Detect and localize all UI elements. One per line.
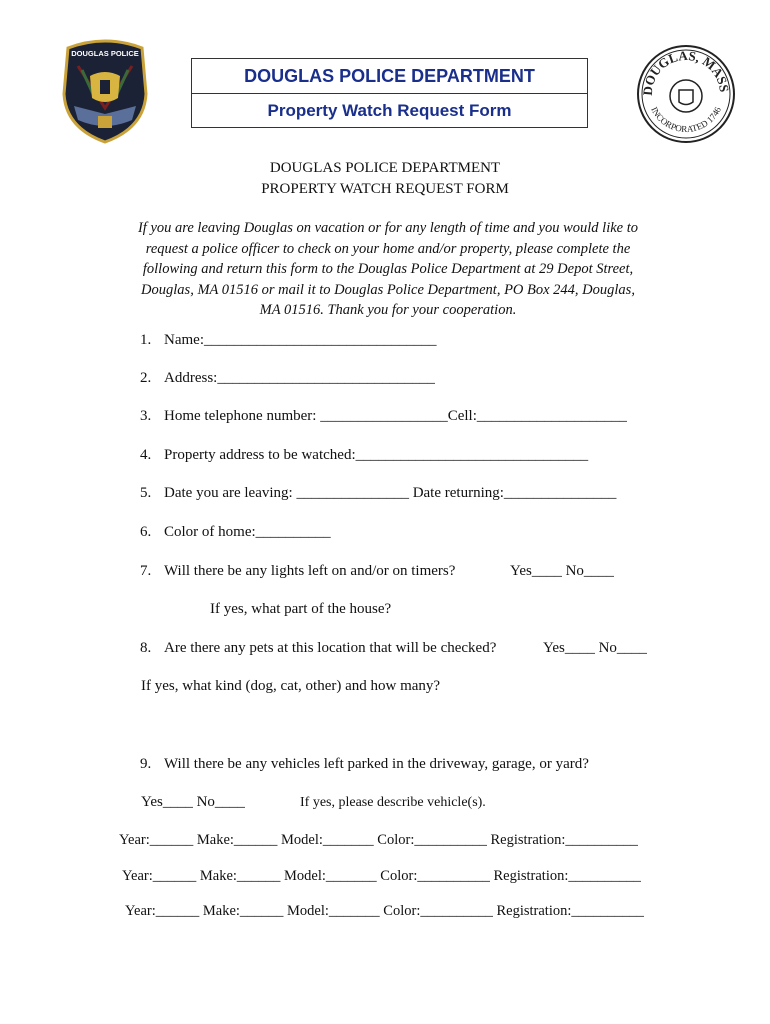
intro-line: request a police officer to check on your home and/or property, please complete the [145, 240, 631, 257]
title-box [191, 58, 588, 128]
intro-paragraph [118, 218, 658, 321]
phone-label: Home telephone number: _________________Cell:____________________ [164, 408, 627, 424]
name-field[interactable] [140, 332, 436, 349]
item-number: 9. [140, 756, 152, 772]
vehicle-row[interactable]: Year:______ Make:______ Model:_______ Color:__________ Registration:__________ [125, 903, 644, 919]
lights-followup: If yes, what part of the house? [210, 601, 392, 617]
item-number: 6. [140, 524, 152, 540]
address-label: Address:_____________________________ [164, 370, 435, 386]
svg-text:DOUGLAS, MASS.: DOUGLAS, MASS [639, 47, 733, 97]
department-title: DOUGLAS POLICE DEPARTMENT [192, 59, 587, 94]
item-number: 8. [140, 640, 152, 656]
address-field[interactable] [140, 370, 435, 387]
pets-yes-no[interactable]: Yes____ No____ [543, 640, 647, 656]
pets-question [140, 640, 496, 657]
home-color-label: Color of home:__________ [164, 524, 331, 540]
property-address-label: Property address to be watched:_______________________________ [164, 447, 589, 463]
item-number: 1. [140, 332, 152, 348]
dates-label: Date you are leaving: _______________ Date returning:_______________ [164, 485, 617, 501]
item-number: 4. [140, 447, 152, 463]
phone-field[interactable] [140, 408, 627, 425]
property-address-field[interactable] [140, 447, 588, 464]
vehicle-row[interactable]: Year:______ Make:______ Model:_______ Color:__________ Registration:__________ [119, 832, 638, 848]
vehicles-followup: If yes, please describe vehicle(s). [300, 795, 486, 810]
item-number: 2. [140, 370, 152, 386]
police-patch-logo [60, 36, 150, 144]
lights-label: Will there be any lights left on and/or on timers? [164, 563, 456, 579]
lights-question [140, 563, 455, 580]
item-number: 5. [140, 485, 152, 501]
svg-text:DOUGLAS POLICE: DOUGLAS POLICE [71, 49, 139, 58]
vehicle-row[interactable]: Year:______ Make:______ Model:_______ Color:__________ Registration:__________ [122, 868, 641, 884]
intro-line: Douglas, MA 01516 or mail it to Douglas Police Department, PO Box 244, Douglas, [141, 281, 635, 298]
intro-line: If you are leaving Douglas on vacation or for any length of time and you would like to [137, 220, 639, 236]
pets-label: Are there any pets at this location that will be checked? [164, 640, 497, 656]
intro-line: MA 01516. Thank you for your cooperation. [259, 302, 517, 318]
home-color-field[interactable] [140, 524, 331, 541]
vehicles-question [140, 756, 589, 773]
name-label: Name:_______________________________ [164, 332, 437, 348]
item-number: 7. [140, 563, 152, 579]
item-number: 3. [140, 408, 152, 424]
intro-line: following and return this form to the Douglas Police Department at 29 Depot Street, [142, 261, 634, 277]
dates-field[interactable] [140, 485, 616, 502]
town-seal-logo [636, 44, 736, 144]
pets-followup: If yes, what kind (dog, cat, other) and how many? [141, 678, 441, 694]
lights-yes-no[interactable]: Yes____ No____ [510, 563, 614, 579]
form-heading-line1: DOUGLAS POLICE DEPARTMENT [269, 160, 501, 176]
form-heading-line2: PROPERTY WATCH REQUEST FORM [261, 181, 509, 197]
form-title: Property Watch Request Form [267, 100, 512, 120]
svg-text:INCORPORATED 1746: INCORPORATED 1746 [649, 105, 723, 135]
vehicles-label: Will there be any vehicles left parked in the driveway, garage, or yard? [164, 756, 589, 772]
vehicles-yes-no[interactable]: Yes____ No____ [141, 794, 245, 810]
